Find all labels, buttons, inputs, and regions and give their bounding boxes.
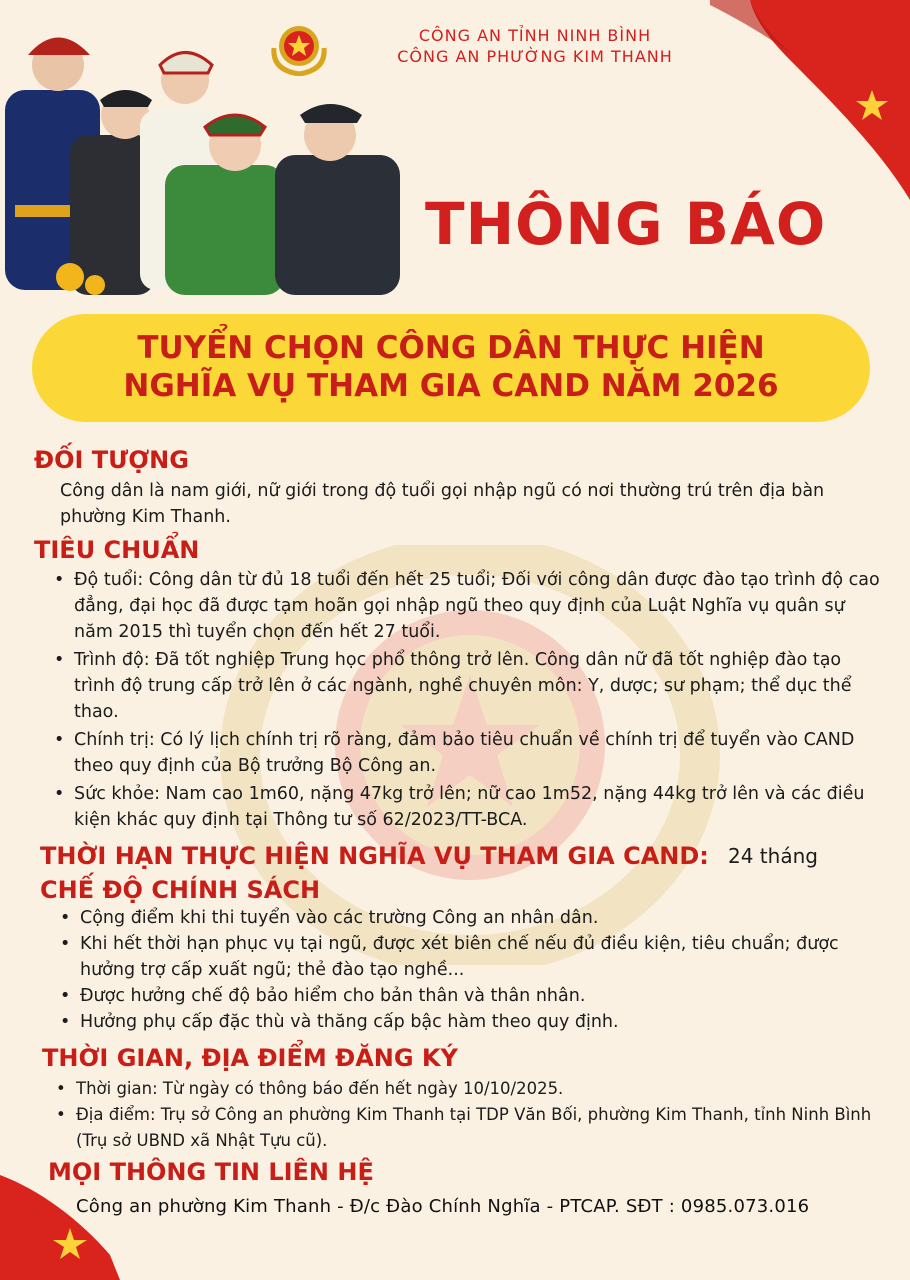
list-item: • Sức khỏe: Nam cao 1m60, nặng 47kg trở lên; nữ cao 1m52, nặng 44kg trở lên và các điều kiện khác quy định tại Thông tư số 62/2023/TT-BCA. <box>74 781 886 833</box>
list-item: • Hưởng phụ cấp đặc thù và thăng cấp bậc hàm theo quy định. <box>80 1009 886 1035</box>
heading-thoi-han: THỜI HẠN THỰC HIỆN NGHĨA VỤ THAM GIA CAND: <box>40 842 709 870</box>
page-title: THÔNG BÁO <box>425 190 827 258</box>
doi-tuong-text: Công dân là nam giới, nữ giới trong độ tuổi gọi nhập ngũ có nơi thường trú trên địa bàn phường Kim Thanh. <box>60 481 825 527</box>
flag-top-right <box>710 0 910 200</box>
dang-ky-place-note: (Trụ sở UBND xã Nhật Tựu cũ). <box>76 1131 328 1150</box>
list-item: • Chính trị: Có lý lịch chính trị rõ ràng, đảm bảo tiêu chuẩn về chính trị để tuyển vào CAND theo quy định của Bộ trưởng Bộ Công an. <box>74 727 886 779</box>
org-line-province: CÔNG AN TỈNH NINH BÌNH <box>418 26 652 45</box>
heading-lien-he: MỌI THÔNG TIN LIÊN HỆ <box>48 1158 374 1186</box>
list-item: • Trình độ: Đã tốt nghiệp Trung học phổ thông trở lên. Công dân nữ đã tốt nghiệp đào tạo trình độ trung cấp trở lên ở các ngành, nghề chuyên môn: Y, dược; sư phạm; thể dục thể thao. <box>74 647 886 725</box>
list-item: • Địa điểm: Trụ sở Công an phường Kim Thanh tại TDP Văn Bối, phường Kim Thanh, tỉnh Ninh Bình <box>76 1102 906 1128</box>
officers-illustration <box>0 15 405 295</box>
list-item: • Được hưởng chế độ bảo hiểm cho bản thân và thân nhân. <box>80 983 886 1009</box>
dang-ky-list <box>76 1076 906 1128</box>
org-line-ward: CÔNG AN PHƯỜNG KIM THANH <box>397 47 673 66</box>
banner-title-line2: NGHĨA VỤ THAM GIA CAND NĂM 2026 <box>123 368 779 404</box>
che-do-list <box>80 905 886 1035</box>
heading-tieu-chuan: TIÊU CHUẨN <box>34 536 200 564</box>
heading-doi-tuong: ĐỐI TƯỢNG <box>34 446 189 474</box>
heading-che-do: CHẾ ĐỘ CHÍNH SÁCH <box>40 876 321 904</box>
thoi-han-value: 24 tháng <box>728 844 818 868</box>
contact-info: Công an phường Kim Thanh - Đ/c Đào Chính Nghĩa - PTCAP. SĐT : 0985.073.016 <box>76 1196 810 1217</box>
list-item: • Độ tuổi: Công dân từ đủ 18 tuổi đến hết 25 tuổi; Đối với công dân được đào tạo trình độ cao đẳng, đại học đã được tạm hoãn gọi nhập ngũ theo quy định của Luật Nghĩa vụ quân sự năm 2015 thì tuyển chọn đến hết 27 tuổi. <box>74 567 886 645</box>
tieu-chuan-list <box>74 567 886 833</box>
banner-title-line1: TUYỂN CHỌN CÔNG DÂN THỰC HIỆN <box>137 330 765 366</box>
list-item: • Khi hết thời hạn phục vụ tại ngũ, được xét biên chế nếu đủ điều kiện, tiêu chuẩn; được hưởng trợ cấp xuất ngũ; thẻ đào tạo nghề... <box>80 931 886 983</box>
list-item: • Thời gian: Từ ngày có thông báo đến hết ngày 10/10/2025. <box>76 1076 906 1102</box>
police-emblem-icon <box>268 18 330 76</box>
heading-dang-ky: THỜI GIAN, ĐỊA ĐIỂM ĐĂNG KÝ <box>42 1044 458 1072</box>
list-item: • Cộng điểm khi thi tuyển vào các trường Công an nhân dân. <box>80 905 886 931</box>
